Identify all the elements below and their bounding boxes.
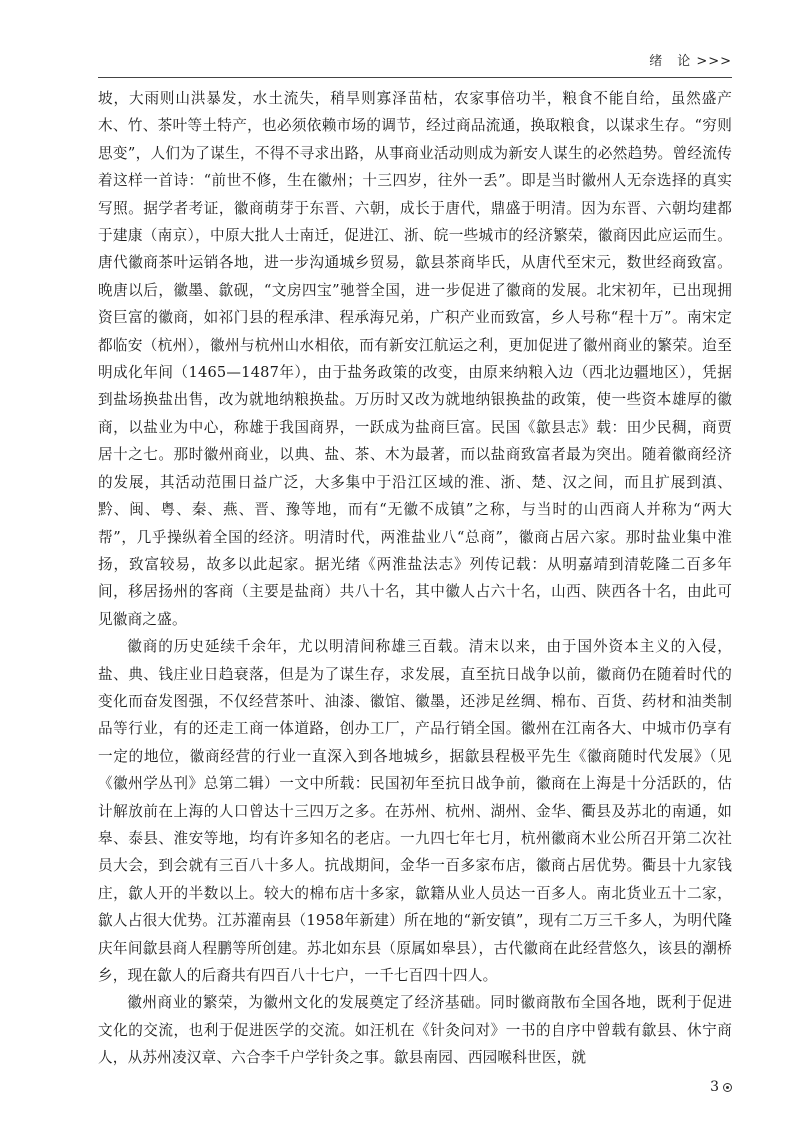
- page-footer: [710, 1079, 732, 1095]
- body-text: [98, 85, 732, 1072]
- page-number: 3: [710, 1079, 719, 1095]
- paragraph: 坡，大雨则山洪暴发，水土流失，稍旱则寡泽苗枯，农家事倍功半，粮食不能自给，虽然盛产木、竹、茶叶等土特产，也必须依赖市场的调节，经过商品流通，换取粮食，以谋求生存。“穷则思变”，人们为了谋生，不得不寻求出路，从事商业活动则成为新安人谋生的必然趋势。曾经流传着这样一首诗：“前世不修，生在徽州；十三四岁，往外一丢”。即是当时徽州人无奈选择的真实写照。据学者考证，徽商萌芽于东晋、六朝，成长于唐代，鼎盛于明清。因为东晋、六朝均建都于建康（南京），中原大批人士南迁，促进江、浙、皖一些城市的经济繁荣，徽商因此应运而生。唐代徽商茶叶运销各地，进一步沟通城乡贸易，歙县茶商毕氏，从唐代至宋元，数世经商致富。晚唐以后，徽墨、歙砚，“文房四宝”驰誉全国，进一步促进了徽商的发展。北宋初年，已出现拥资巨富的徽商，如祁门县的程承津、程承海兄弟，广积产业而致富，乡人号称“程十万”。南宋定都临安（杭州），徽州与杭州山水相依，而有新安江航运之利，更加促进了徽州商业的繁荣。迨至明成化年间（1465—1487年），由于盐务政策的改变，由原来纳粮入边（西北边疆地区），凭据到盐场换盐出售，改为就地纳粮换盐。万历时又改为就地纳银换盐的政策，使一些资本雄厚的徽商，以盐业为中心，称雄于我国商界，一跃成为盐商巨富。民国《歙县志》载：田少民稠，商贾居十之七。那时徽州商业，以典、盐、茶、木为最著，而以盐商致富者最为突出。随着徽商经济的发展，其活动范围日益广泛，大多集中于沿江区域的淮、浙、楚、汉之间，而且扩展到滇、黔、闽、粤、秦、燕、晋、豫等地，而有“无徽不成镇”之称，与当时的山西商人并称为“两大帮”，几乎操纵着全国的经济。明清时代，两淮盐业八“总商”，徽商占居六家。那时盐业集中淮扬，致富较易，故多以此起家。据光绪《两淮盐法志》列传记载：从明嘉靖到清乾隆二百多年间，移居扬州的客商（主要是盐商）共八十名，其中徽人占六十名，山西、陕西各十名，由此可见徽商之盛。: [98, 90, 732, 628]
- paragraph: 徽州商业的繁荣，为徽州文化的发展奠定了经济基础。同时徽商散布全国各地，既利于促进文化的交流，也利于促进医学的交流。如汪机在《针灸问对》一书的自序中曾载有歙县、休宁商人，从苏州凌汉章、六合李千户学针灸之事。歙县南园、西园喉科世医，就: [98, 994, 732, 1067]
- header-title: 绪 论 >>>: [649, 54, 732, 69]
- paragraph: 徽商的历史延续千余年，尤以明清间称雄三百载。清末以来，由于国外资本主义的入侵，盐、典、钱庄业日趋衰落，但是为了谋生存，求发展，直至抗日战争以前，徽商仍在随着时代的变化而奋发图强，不仅经营茶叶、油漆、徽馆、徽墨，还涉足丝绸、棉布、百货、药材和油类制品等行业，有的还走工商一体道路，创办工厂，产品行销全国。徽州在江南各大、中城市仍享有一定的地位，徽商经营的行业一直深入到各地城乡，据歙县程极平先生《徽商随时代发展》（见《徽州学丛刊》总第二辑）一文中所载：民国初年至抗日战争前，徽商在上海是十分活跃的，估计解放前在上海的人口曾达十三四万之多。在苏州、杭州、湖州、金华、衢县及苏北的南通，如皋、泰县、淮安等地，均有许多知名的老店。一九四七年七月，杭州徽商木业公所召开第二次社员大会，到会就有三百八十多人。抗战期间，金华一百多家布店，徽商占居优势。衢县十九家钱庄，歙人开的半数以上。较大的棉布店十多家，歙籍从业人员达一百多人。南北货业五十二家，歙人占很大优势。江苏灌南县（1958年新建）所在地的“新安镇”，现有二万三千多人，为明代隆庆年间歙县商人程鹏等所创建。苏北如东县（原属如皋县），古代徽商在此经营悠久，该县的潮桥乡，现在歙人的后裔共有四百八十七户，一千七百四十四人。: [98, 638, 732, 984]
- page-ornament-icon: [723, 1083, 732, 1092]
- header-divider: [98, 77, 732, 78]
- running-header: [649, 50, 732, 69]
